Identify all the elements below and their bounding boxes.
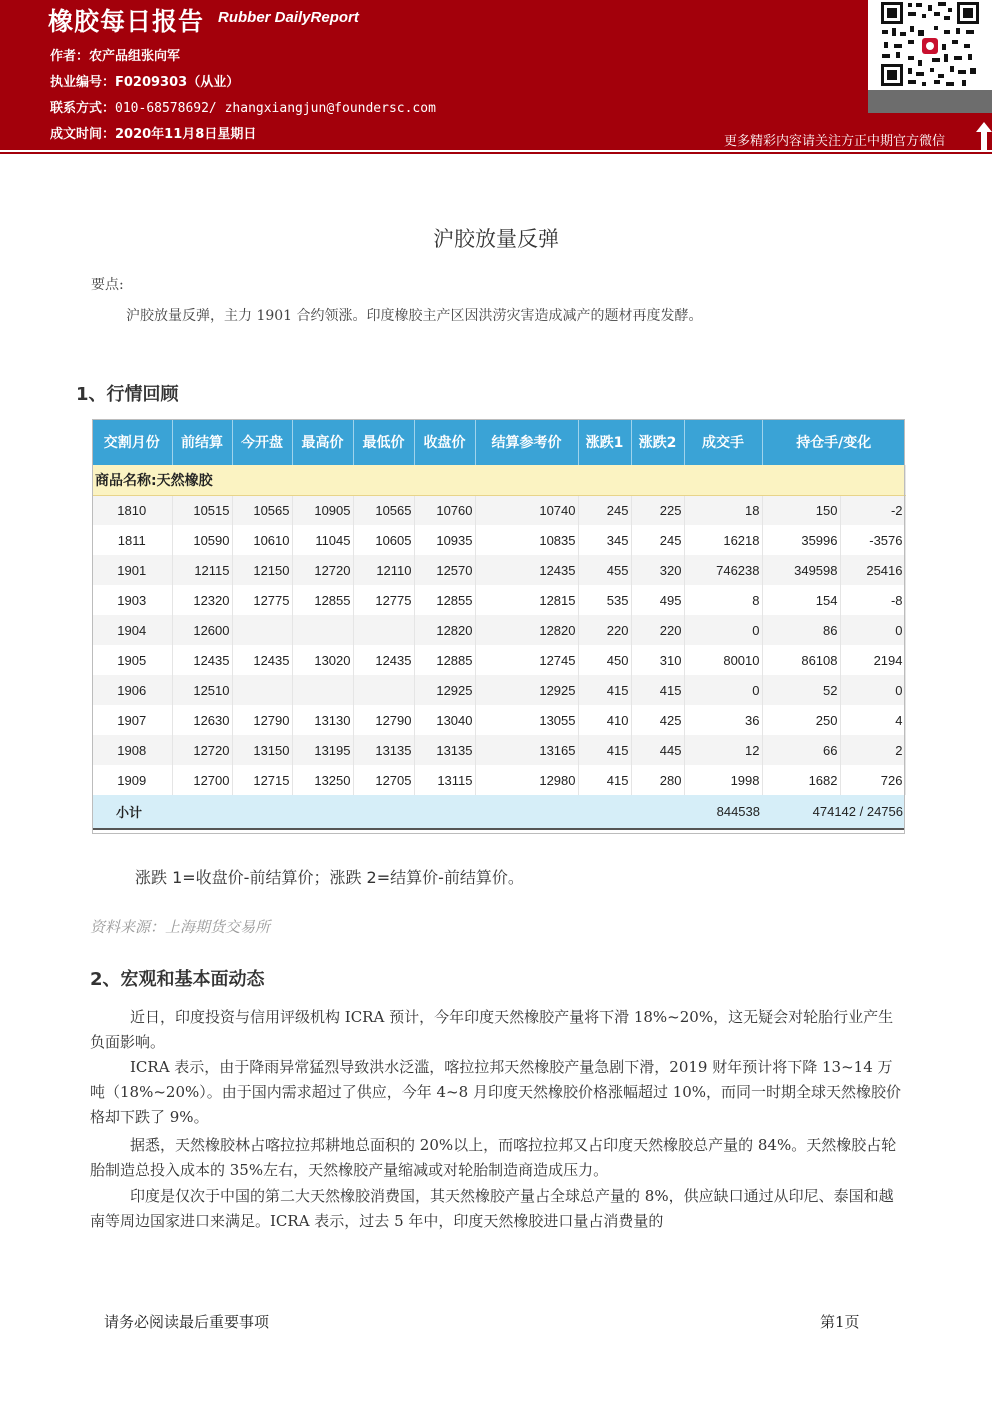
table-cell: 13130 — [292, 705, 353, 735]
table-cell: 154 — [762, 585, 840, 615]
table-cell: 12435 — [172, 645, 232, 675]
section-heading-market-review: 1、行情回顾 — [76, 384, 179, 405]
contact — [50, 97, 436, 116]
table-row — [92, 555, 905, 585]
table-cell: 16218 — [684, 525, 762, 555]
table-cell: 12110 — [353, 555, 414, 585]
table-cell: 349598 — [762, 555, 840, 585]
table-cell: 10610 — [232, 525, 292, 555]
table-cell: 10565 — [232, 495, 292, 525]
table-cell: 410 — [578, 705, 631, 735]
col-header: 最高价 — [292, 419, 353, 465]
page-number: 第1页 — [820, 1313, 860, 1331]
table-row — [92, 705, 905, 735]
table-cell: 12720 — [292, 555, 353, 585]
table-cell: 1998 — [684, 765, 762, 795]
table-cell: 12435 — [475, 555, 578, 585]
table-cell: 250 — [762, 705, 840, 735]
col-header: 结算参考价 — [475, 419, 578, 465]
table-cell: 12600 — [172, 615, 232, 645]
table-cell: 13135 — [353, 735, 414, 765]
subtotal-volume: 844538 — [684, 795, 762, 829]
table-cell: -8 — [840, 585, 905, 615]
report-title: 橡胶每日报告 — [48, 7, 205, 36]
category-row — [92, 465, 905, 495]
table-cell: 13250 — [292, 765, 353, 795]
table-row — [92, 645, 905, 675]
paragraph — [90, 1055, 904, 1130]
table-cell: 18 — [684, 495, 762, 525]
qr-caption-bar — [868, 90, 992, 113]
table-cell: 25416 — [840, 555, 905, 585]
table-cell: 10935 — [414, 525, 475, 555]
table-cell: 12150 — [232, 555, 292, 585]
table-row — [92, 615, 905, 645]
table-cell: 12855 — [414, 585, 475, 615]
table-cell: 1810 — [92, 495, 172, 525]
table-cell: 1906 — [92, 675, 172, 705]
col-header: 前结算 — [172, 419, 232, 465]
table-cell: 345 — [578, 525, 631, 555]
key-points-text: 沪胶放量反弹，主力 1901 合约领涨。印度橡胶主产区因洪涝灾害造成减产的题材再度发酵。 — [126, 308, 703, 324]
doc-title: 沪胶放量反弹 — [433, 227, 559, 251]
table-cell: 415 — [578, 675, 631, 705]
table-cell: 1903 — [92, 585, 172, 615]
section-heading-macro: 2、宏观和基本面动态 — [90, 969, 265, 990]
table-cell: 12775 — [232, 585, 292, 615]
key-points-label: 要点: — [91, 277, 124, 293]
table-cell: 12885 — [414, 645, 475, 675]
paragraph-text: 印度是仅次于中国的第二大天然橡胶消费国，其天然橡胶产量占全球总产量的 8%，供应缺口通过从印尼、泰国和越南等周边国家进口来满足。ICRA 表示，过去 5 年中，印度天然橡胶进口量占消费量的 — [90, 1187, 894, 1230]
contact-label: 联系方式： — [50, 101, 116, 116]
paragraph-text: ICRA 表示，由于降雨异常猛烈导致洪水泛滥，喀拉拉邦天然橡胶产量急剧下滑，2019 财年预计将下降 13~14 万吨（18%~20%）。由于国内需求超过了供应，今年 4~8 月印度天然橡胶价格涨幅超过 10%，而同一时期全球天然橡胶价格却下跌了 9%。 — [90, 1058, 902, 1126]
table-cell: 12630 — [172, 705, 232, 735]
table-header-row — [92, 419, 905, 465]
table-cell: 0 — [684, 675, 762, 705]
table-cell: 450 — [578, 645, 631, 675]
table-cell: 1905 — [92, 645, 172, 675]
table-cell: 13165 — [475, 735, 578, 765]
table-cell: 12815 — [475, 585, 578, 615]
table-cell: 495 — [631, 585, 684, 615]
table-cell: 12700 — [172, 765, 232, 795]
table-cell: 35996 — [762, 525, 840, 555]
table-cell: 746238 — [684, 555, 762, 585]
col-header: 收盘价 — [414, 419, 475, 465]
table-cell: 12715 — [232, 765, 292, 795]
table-cell: 10515 — [172, 495, 232, 525]
table-cell: 12820 — [475, 615, 578, 645]
table-cell: 13055 — [475, 705, 578, 735]
table-cell: 0 — [840, 675, 905, 705]
table-cell: 1904 — [92, 615, 172, 645]
wechat-note: 更多精彩内容请关注方正中期官方微信 — [724, 134, 946, 149]
category-label: 商品名称:天然橡胶 — [92, 465, 905, 495]
table-cell: 2194 — [840, 645, 905, 675]
table-cell: 225 — [631, 495, 684, 525]
table-cell: 726 — [840, 765, 905, 795]
table-cell: 445 — [631, 735, 684, 765]
table-cell: 8 — [684, 585, 762, 615]
col-header: 持仓手/变化 — [762, 419, 905, 465]
table-cell: 425 — [631, 705, 684, 735]
author: 作者：农产品组张向军 — [50, 49, 181, 64]
table-cell: 12980 — [475, 765, 578, 795]
table-row — [92, 735, 905, 765]
table-cell: 10565 — [353, 495, 414, 525]
table-cell: 535 — [578, 585, 631, 615]
table-cell: 1901 — [92, 555, 172, 585]
table-cell: 12510 — [172, 675, 232, 705]
table-cell: 0 — [840, 615, 905, 645]
table-cell: 86108 — [762, 645, 840, 675]
subtotal-row — [92, 795, 905, 829]
table-cell: 12705 — [353, 765, 414, 795]
table-cell: -2 — [840, 495, 905, 525]
table-cell: 13195 — [292, 735, 353, 765]
market-table — [92, 419, 906, 830]
table-cell — [292, 615, 353, 645]
subtotal-open-interest: 474142 / 24756 — [762, 795, 905, 829]
table-cell: 1907 — [92, 705, 172, 735]
table-cell: 1682 — [762, 765, 840, 795]
table-cell: 12745 — [475, 645, 578, 675]
table-cell: 10905 — [292, 495, 353, 525]
table-cell: 12720 — [172, 735, 232, 765]
table-cell: 12925 — [414, 675, 475, 705]
table-cell: 12115 — [172, 555, 232, 585]
paragraph — [90, 1133, 904, 1183]
table-cell: 12435 — [353, 645, 414, 675]
table-row — [92, 495, 905, 525]
table-cell: 10590 — [172, 525, 232, 555]
table-cell — [353, 675, 414, 705]
table-cell: 1908 — [92, 735, 172, 765]
table-cell: 12790 — [232, 705, 292, 735]
table-cell — [353, 615, 414, 645]
table-cell: 13040 — [414, 705, 475, 735]
table-cell: 12790 — [353, 705, 414, 735]
table-cell: 12820 — [414, 615, 475, 645]
table-cell — [232, 675, 292, 705]
license-number: 执业编号：F0209303（从业） — [50, 75, 240, 90]
table-row — [92, 675, 905, 705]
table-cell: 415 — [578, 765, 631, 795]
table-cell: 12775 — [353, 585, 414, 615]
table-cell: 245 — [578, 495, 631, 525]
footer-disclaimer: 请务必阅读最后重要事项 — [104, 1313, 270, 1331]
arrow-up-icon — [976, 122, 992, 150]
table-cell: 13150 — [232, 735, 292, 765]
col-header: 涨跌2 — [631, 419, 684, 465]
table-cell: 86 — [762, 615, 840, 645]
col-header: 今开盘 — [232, 419, 292, 465]
table-cell: 52 — [762, 675, 840, 705]
table-cell: 10740 — [475, 495, 578, 525]
table-cell: 245 — [631, 525, 684, 555]
table-cell: 2 — [840, 735, 905, 765]
table-cell: 0 — [684, 615, 762, 645]
table-cell: -3576 — [840, 525, 905, 555]
table-cell: 415 — [631, 675, 684, 705]
table-cell: 12435 — [232, 645, 292, 675]
table-cell: 13020 — [292, 645, 353, 675]
table-cell — [292, 675, 353, 705]
col-header: 成交手 — [684, 419, 762, 465]
qr-code-icon[interactable] — [878, 0, 982, 90]
table-cell: 12320 — [172, 585, 232, 615]
col-header: 最低价 — [353, 419, 414, 465]
table-cell: 12 — [684, 735, 762, 765]
table-cell: 220 — [578, 615, 631, 645]
table-row — [92, 585, 905, 615]
paragraph-text: 据悉，天然橡胶林占喀拉拉邦耕地总面积的 20%以上，而喀拉拉邦又占印度天然橡胶总产量的 84%。天然橡胶占轮胎制造总投入成本的 35%左右，天然橡胶产量缩减或对轮胎制造商造成压力。 — [90, 1136, 897, 1179]
table-cell — [232, 615, 292, 645]
table-row — [92, 525, 905, 555]
table-note: 涨跌 1=收盘价-前结算价；涨跌 2=结算价-前结算价。 — [135, 868, 524, 887]
table-cell: 310 — [631, 645, 684, 675]
subtotal-label: 小计 — [92, 795, 684, 829]
table-cell: 1909 — [92, 765, 172, 795]
table-cell: 66 — [762, 735, 840, 765]
table-cell: 10605 — [353, 525, 414, 555]
table-cell: 415 — [578, 735, 631, 765]
table-cell: 10760 — [414, 495, 475, 525]
table-cell: 12855 — [292, 585, 353, 615]
table-cell: 1811 — [92, 525, 172, 555]
paragraph — [90, 1005, 904, 1055]
data-source: 资料来源：上海期货交易所 — [90, 918, 271, 936]
table-cell: 10835 — [475, 525, 578, 555]
table-cell: 12570 — [414, 555, 475, 585]
paragraph-text: 近日，印度投资与信用评级机构 ICRA 预计，今年印度天然橡胶产量将下滑 18%~20%，这无疑会对轮胎行业产生负面影响。 — [90, 1008, 894, 1051]
header-divider — [0, 152, 992, 154]
table-cell: 13115 — [414, 765, 475, 795]
table-cell: 11045 — [292, 525, 353, 555]
paragraph — [90, 1184, 904, 1234]
table-cell: 13135 — [414, 735, 475, 765]
table-cell: 220 — [631, 615, 684, 645]
table-cell: 320 — [631, 555, 684, 585]
table-cell: 455 — [578, 555, 631, 585]
table-cell: 4 — [840, 705, 905, 735]
contact-value[interactable]: 010-68578692/ zhangxiangjun@foundersc.com — [115, 101, 436, 116]
table-cell: 80010 — [684, 645, 762, 675]
col-header: 交割月份 — [92, 419, 172, 465]
col-header: 涨跌1 — [578, 419, 631, 465]
table-cell: 150 — [762, 495, 840, 525]
date: 成文时间：2020年11月8日星期日 — [50, 127, 257, 142]
table-cell: 280 — [631, 765, 684, 795]
report-title-en: Rubber DailyReport — [218, 9, 359, 26]
table-cell: 36 — [684, 705, 762, 735]
table-row — [92, 765, 905, 795]
table-cell: 12925 — [475, 675, 578, 705]
